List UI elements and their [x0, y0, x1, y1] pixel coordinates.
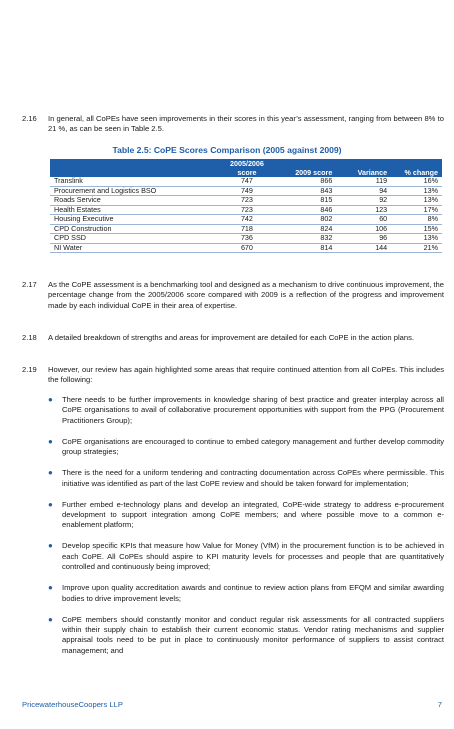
row-label: Procurement and Logistics BSO [50, 186, 218, 196]
row-label: Housing Executive [50, 215, 218, 225]
cell: 96 [336, 234, 391, 244]
cell: 824 [276, 224, 336, 234]
paragraph-text: In general, all CoPEs have seen improvements in their scores in this year’s assessment, ranging from between 8% to 21 %, as can be seen in Table 2.5. [48, 114, 444, 134]
cell: 846 [276, 205, 336, 215]
cell: 123 [336, 205, 391, 215]
paragraph-2-19 [22, 365, 444, 386]
bullet-icon: ● [48, 395, 53, 404]
cell: 723 [218, 196, 277, 206]
row-label: Roads Service [50, 196, 218, 206]
cell: 718 [218, 224, 277, 234]
paragraph-2-18 [22, 333, 444, 343]
list-item-text: CoPE organisations are encouraged to continue to embed category management and further develop commodity group strategies; [62, 436, 444, 457]
paragraph-2-16 [22, 114, 444, 135]
list-item [48, 541, 444, 572]
cell: 802 [276, 215, 336, 225]
bullet-icon: ● [48, 541, 53, 551]
paragraph-number: 2.18 [22, 333, 37, 342]
cell: 92 [336, 196, 391, 206]
header-cell: % change [391, 159, 442, 177]
paragraph-number: 2.19 [22, 365, 37, 374]
header-cell: Variance [336, 159, 391, 177]
list-item [48, 468, 444, 489]
table-row [50, 215, 442, 225]
cell: 8% [391, 215, 442, 225]
cell: 747 [218, 177, 277, 186]
bullet-icon: ● [48, 436, 53, 446]
bullet-list [48, 395, 444, 667]
list-item-text: There needs to be further improvements in knowledge sharing of best practice and greater interplay across all CoPE organisations to avail of collaborative procurement opportunities with support from the PPG (Procurement Practitioners Group); [62, 395, 444, 425]
header-cell [50, 159, 218, 177]
table-row [50, 177, 442, 186]
list-item-text: Improve upon quality accreditation awards and continue to review action plans from EFQM and similar awarding bodies to drive improvement levels; [62, 583, 444, 603]
list-item [48, 583, 444, 604]
table-row [50, 234, 442, 244]
list-item [48, 437, 444, 458]
cell: 94 [336, 186, 391, 196]
cell: 21% [391, 243, 442, 253]
scores-table [50, 159, 442, 253]
list-item [48, 500, 444, 531]
row-label: Translink [50, 177, 218, 186]
cell: 736 [218, 234, 277, 244]
header-cell: 2009 score [276, 159, 336, 177]
cell: 16% [391, 177, 442, 186]
paragraph-number: 2.16 [22, 114, 37, 123]
table-row [50, 196, 442, 206]
cell: 13% [391, 186, 442, 196]
table-row [50, 243, 442, 253]
paragraph-number: 2.17 [22, 280, 37, 289]
page-number: 7 [437, 700, 442, 709]
list-item-text: CoPE members should constantly monitor and conduct regular risk assessments for all contracted suppliers within their supply chain to establish their current economic status. Vendor rating mechanisms and supplier appraisal tools need to be put in place to continuously monitor performance of suppliers to assist contract management; and [62, 614, 444, 655]
paragraph-text: However, our review has again highlighted some areas that require continued attention from all CoPEs. This includes the following: [48, 365, 444, 385]
table-title: Table 2.5: CoPE Scores Comparison (2005 against 2009) [112, 145, 342, 155]
bullet-icon: ● [48, 614, 53, 624]
bullet-icon: ● [48, 499, 53, 509]
footer-company: PricewaterhouseCoopers LLP [22, 700, 123, 709]
cell: 832 [276, 234, 336, 244]
row-label: CPD Construction [50, 224, 218, 234]
header-cell: 2005/2006 score [218, 159, 277, 177]
cell: 670 [218, 243, 277, 253]
list-item-text: Develop specific KPIs that measure how Value for Money (VfM) in the procurement function is to be achieved in each CoPE. All CoPEs should aspire to KPI maturity levels for processes and people that are quantitatively controlled and continuously being improved; [62, 541, 444, 572]
cell: 723 [218, 205, 277, 215]
cell: 13% [391, 196, 442, 206]
list-item-text: Further embed e-technology plans and develop an integrated, CoPE-wide strategy to address e-procurement development to support integration among CoPE members; and where possible move to a common e-enablement platform; [62, 499, 444, 530]
paragraph-text: As the CoPE assessment is a benchmarking tool and designed as a mechanism to drive continuous improvement, the percentage change from the 2005/2006 score compared with 2009 is a reflection of the progress and improvement made by each individual CoPE in their area of expertise. [48, 280, 444, 310]
list-item [48, 615, 444, 657]
cell: 866 [276, 177, 336, 186]
bullet-icon: ● [48, 468, 53, 478]
cell: 814 [276, 243, 336, 253]
cell: 119 [336, 177, 391, 186]
row-label: NI Water [50, 243, 218, 253]
cell: 843 [276, 186, 336, 196]
list-item [48, 395, 444, 426]
cell: 144 [336, 243, 391, 253]
paragraph-text: A detailed breakdown of strengths and areas for improvement are detailed for each CoPE in the action plans. [48, 333, 414, 342]
cell: 15% [391, 224, 442, 234]
list-item-text: There is the need for a uniform tendering and contracting documentation across CoPEs where permissible. This initiative was identified as part of the last CoPE review and should be taken forward for implementation; [62, 468, 444, 488]
row-label: Health Estates [50, 205, 218, 215]
cell: 749 [218, 186, 277, 196]
cell: 106 [336, 224, 391, 234]
cell: 13% [391, 234, 442, 244]
row-label: CPD SSD [50, 234, 218, 244]
cell: 17% [391, 205, 442, 215]
cell: 60 [336, 215, 391, 225]
cell: 742 [218, 215, 277, 225]
bullet-icon: ● [48, 583, 53, 593]
paragraph-2-17 [22, 280, 444, 311]
table-header-row [50, 159, 442, 177]
cell: 815 [276, 196, 336, 206]
